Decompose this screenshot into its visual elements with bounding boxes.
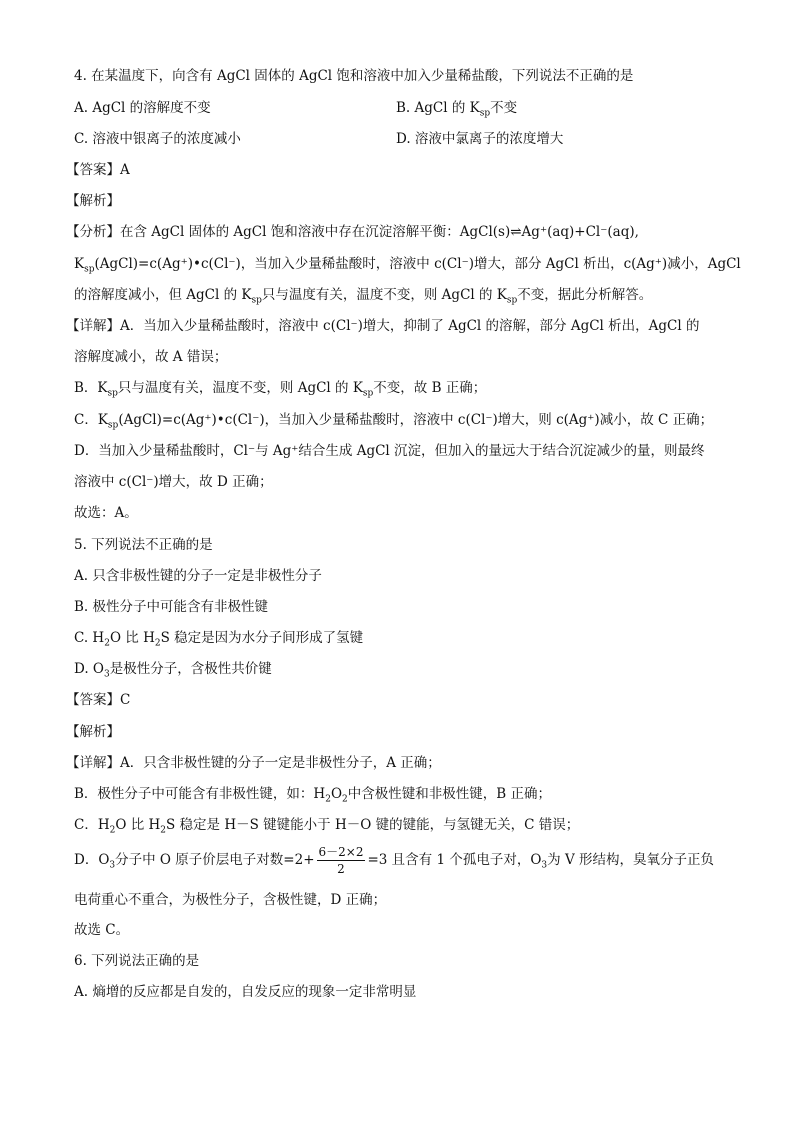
q4-fenxi-line-3: 的溶解度减小，但 AgCl 的 $K_{sp}$只与温度有关，温度不变，则 AgCl 的 $K_{sp}$不变，据此分析解答。 xyxy=(74,287,653,306)
q4-option-d: D. 溶液中氯离子的浓度增大 xyxy=(396,131,564,147)
q4-xiangjie-line-2: 溶解度减小，故 A 错误； xyxy=(74,349,228,365)
q5-option-d: D. $O_3$是极性分子，含极性共价键 xyxy=(74,661,272,680)
q5-xiangjie-d-line-2: 电荷重心不重合，为极性分子，含极性键，D 正确； xyxy=(74,892,387,908)
q6-stem: 6. 下列说法正确的是 xyxy=(74,953,200,969)
valence-pair-fraction: $\frac{6-2\times 2}{2}$ xyxy=(318,845,364,876)
q5-stem: 5. 下列说法不正确的是 xyxy=(74,537,213,553)
q4-xiangjie-d-line-2: 溶液中 c(Cl⁻)增大，故 D 正确； xyxy=(74,474,273,490)
q5-option-a: A. 只含非极性键的分子一定是非极性分子 xyxy=(74,568,322,584)
q5-option-c: C. $H_2O$ 比 $H_2S$ 稳定是因为水分子间形成了氢键 xyxy=(74,630,364,649)
q5-xiangjie-c: C．$H_2O$ 比 $H_2S$ 稳定是 H－S 键键能小于 H－O 键的键能，与氢键无关，C 错误； xyxy=(74,817,580,836)
q4-xiangjie-c: C．$K_{sp}(AgCl)=c(Ag^+)•c(Cl^-)$，当加入少量稀盐酸时，溶液中 c(Cl⁻)增大，则 c(Ag⁺)减小，故 C 正确； xyxy=(74,412,714,431)
q4-option-b: B. AgCl 的 $K_{sp}$不变 xyxy=(396,100,518,119)
q5-xiangjie-d-line-1: D．$O_3$分子中 O 原子价层电子对数=2+ $\frac{6-2\times 2}{2}$ =3 且含有 1 个孤电子对，$O_3$为 V 形结构，臭氧分子正负 xyxy=(74,845,714,876)
q4-option-c: C. 溶液中银离子的浓度减小 xyxy=(74,131,241,147)
q4-fenxi-line-2: $K_{sp}(AgCl)=c(Ag^+)•c(Cl^-)$，当加入少量稀盐酸时，溶液中 c(Cl⁻)增大，部分 AgCl 析出，c(Ag⁺)减小，AgCl xyxy=(74,256,741,275)
q5-xiangjie-line-1: 【详解】A．只含非极性键的分子一定是非极性分子，A 正确； xyxy=(66,755,441,771)
q5-answer: 【答案】C xyxy=(66,692,131,708)
q5-xiangjie-b: B．极性分子中可能含有非极性键，如：$H_2O_2$中含极性键和非极性键，B 正确； xyxy=(74,786,551,805)
q4-answer: 【答案】A xyxy=(66,162,130,178)
q4-fenxi-line-1: 【分析】在含 AgCl 固体的 AgCl 饱和溶液中存在沉淀溶解平衡：AgCl(s)⇌Ag⁺(aq)+Cl⁻(aq), xyxy=(66,224,639,240)
q4-xiangjie-b: B．$K_{sp}$只与温度有关，温度不变，则 AgCl 的 $K_{sp}$不变，故 B 正确； xyxy=(74,380,487,399)
q4-xiangjie-d-line-1: D．当加入少量稀盐酸时，Cl⁻与 Ag⁺结合生成 AgCl 沉淀，但加入的量远大于结合沉淀减少的量，则最终 xyxy=(74,443,705,459)
q6-option-a: A. 熵增的反应都是自发的，自发反应的现象一定非常明显 xyxy=(74,984,417,1000)
q4-analysis-heading: 【解析】 xyxy=(66,193,120,209)
q4-stem: 4. 在某温度下，向含有 AgCl 固体的 AgCl 饱和溶液中加入少量稀盐酸，下列说法不正确的是 xyxy=(74,68,634,84)
q5-option-b: B. 极性分子中可能含有非极性键 xyxy=(74,599,269,615)
q5-choice: 故选 C。 xyxy=(74,922,130,938)
q4-xiangjie-line-1: 【详解】A．当加入少量稀盐酸时，溶液中 c(Cl⁻)增大，抑制了 AgCl 的溶解，部分 AgCl 析出，AgCl 的 xyxy=(66,318,700,334)
q5-analysis-heading: 【解析】 xyxy=(66,724,120,740)
q4-option-a: A. AgCl 的溶解度不变 xyxy=(74,100,211,116)
q4-choice: 故选：A。 xyxy=(74,505,138,521)
